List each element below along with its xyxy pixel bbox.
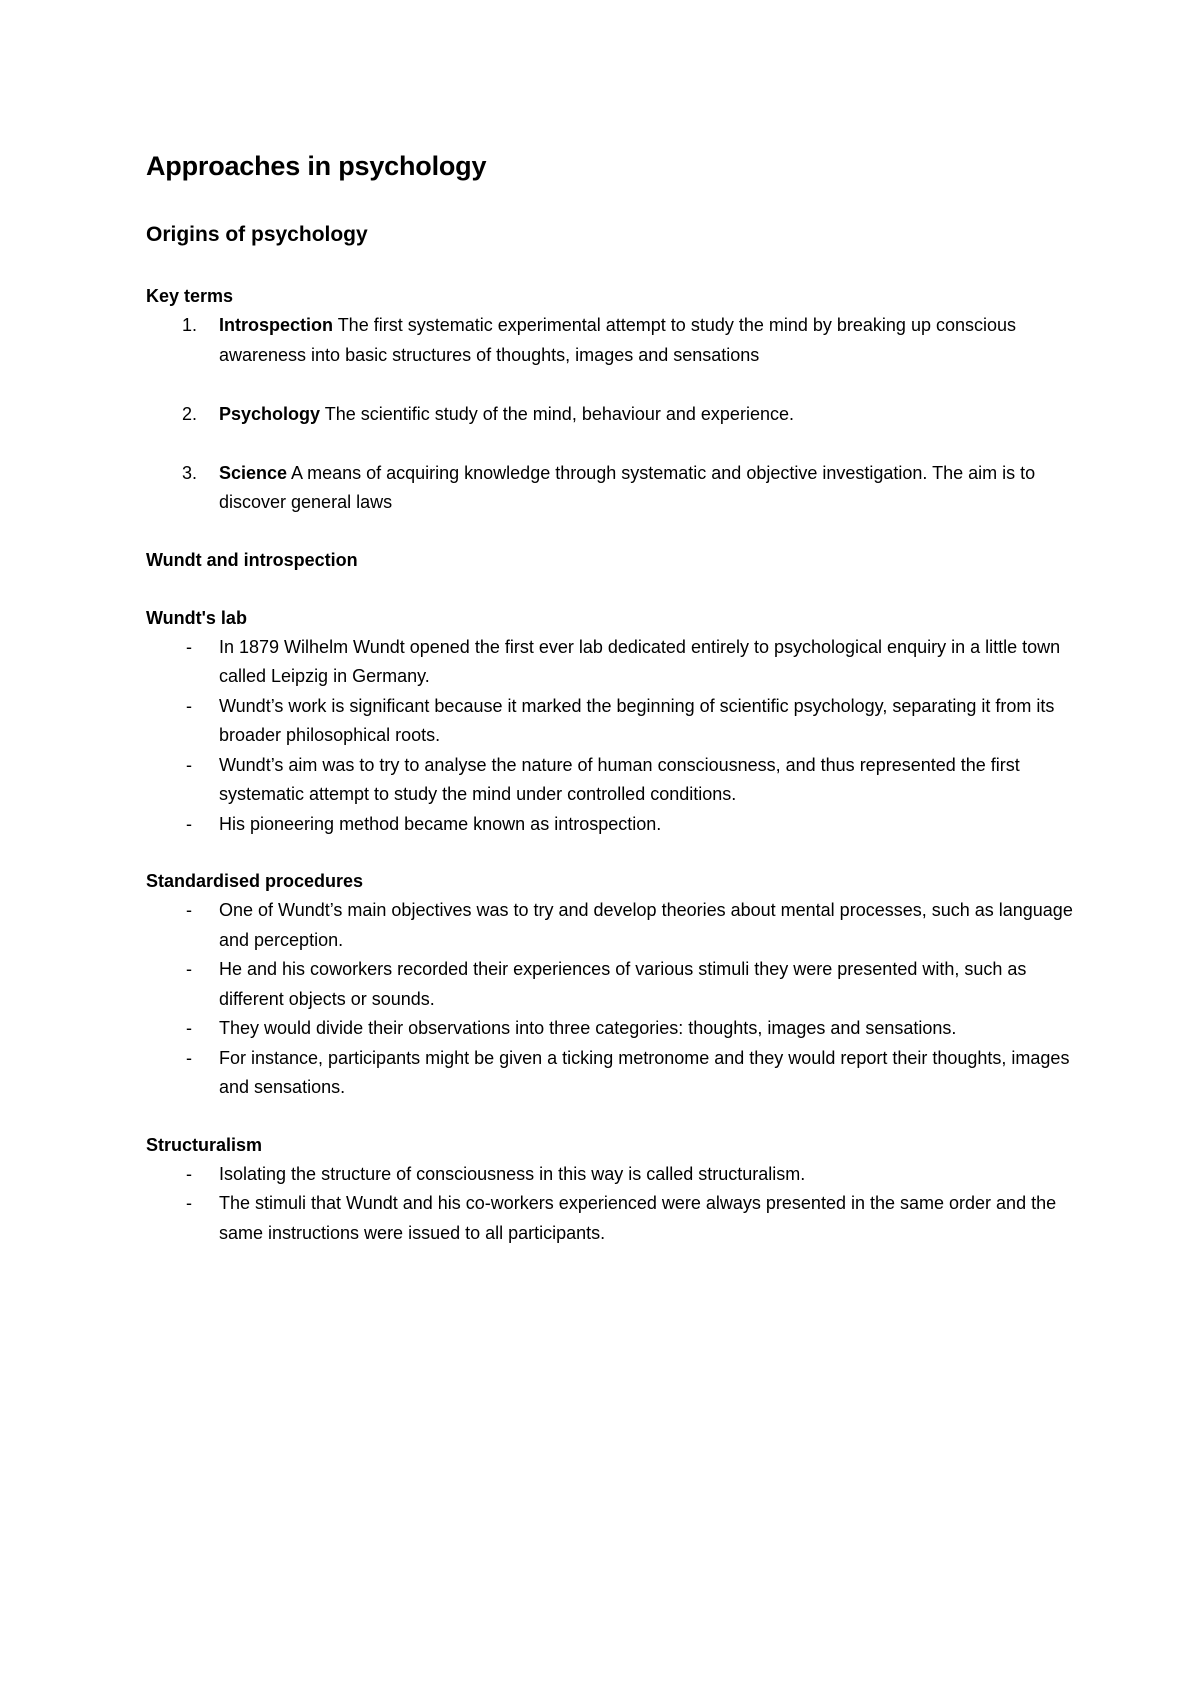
- dash-bullet: -: [186, 813, 192, 834]
- structuralism-list: [146, 1160, 1076, 1249]
- term-label: Science: [219, 462, 288, 483]
- document-body: [146, 148, 1076, 1248]
- list-item: [146, 692, 1076, 751]
- dash-bullet: -: [186, 900, 192, 920]
- wundt-introspection-heading: Wundt and introspection: [146, 549, 358, 570]
- list-item: [146, 751, 1076, 810]
- dash-bullet: -: [186, 636, 192, 657]
- key-terms-list: [146, 311, 1076, 518]
- list-item: [146, 896, 1076, 955]
- list-item: [146, 1189, 1076, 1248]
- key-terms-heading: Key terms: [146, 286, 234, 306]
- list-item: [146, 1044, 1076, 1103]
- standardised-procedures-heading: Standardised procedures: [146, 871, 364, 891]
- key-term-item: [146, 400, 1076, 430]
- list-number: 3.: [182, 462, 198, 483]
- term-definition: The first systematic experimental attempt to study the mind by breaking up conscious awareness into basic structures of thoughts, images and sensations: [219, 315, 1017, 365]
- bullet-text: In 1879 Wilhelm Wundt opened the first ever lab dedicated entirely to psychological enquiry in a little town called Leipzig in Germany.: [219, 636, 1061, 686]
- dash-bullet: -: [186, 695, 192, 716]
- dash-bullet: -: [186, 754, 192, 775]
- structuralism-heading: Structuralism: [146, 1134, 263, 1155]
- dash-bullet: -: [186, 1018, 192, 1038]
- wundts-lab-heading: Wundt's lab: [146, 607, 247, 628]
- dash-bullet: -: [186, 959, 192, 979]
- standardised-procedures-list: [146, 896, 1076, 1103]
- bullet-text: One of Wundt’s main objectives was to try and develop theories about mental processes, such as language and perception.: [219, 900, 1073, 950]
- list-item: [146, 1014, 1076, 1044]
- list-item: [146, 955, 1076, 1014]
- term-label: Psychology: [219, 403, 321, 424]
- bullet-text: The stimuli that Wundt and his co-workers experienced were always presented in the same order and the same instructions were issued to all participants.: [219, 1193, 1057, 1243]
- key-term-item: [146, 459, 1076, 518]
- bullet-text: Isolating the structure of consciousness in this way is called structuralism.: [219, 1163, 806, 1184]
- list-item: [146, 1160, 1076, 1190]
- list-item: [146, 633, 1076, 692]
- list-number: 1.: [182, 315, 198, 335]
- page-title: Approaches in psychology: [146, 151, 487, 181]
- bullet-text: They would divide their observations into three categories: thoughts, images and sensations.: [219, 1018, 957, 1038]
- term-definition: The scientific study of the mind, behaviour and experience.: [320, 403, 794, 424]
- bullet-text: He and his coworkers recorded their experiences of various stimuli they were presented with, such as different objects or sounds.: [219, 959, 1027, 1009]
- wundts-lab-list: [146, 633, 1076, 840]
- key-term-item: [146, 311, 1076, 370]
- list-number: 2.: [182, 403, 198, 424]
- bullet-text: For instance, participants might be given a ticking metronome and they would report their thoughts, images and sensations.: [219, 1047, 1070, 1097]
- bullet-text: Wundt’s work is significant because it marked the beginning of scientific psychology, separating it from its broader philosophical roots.: [219, 695, 1055, 745]
- dash-bullet: -: [186, 1193, 192, 1213]
- bullet-text: His pioneering method became known as introspection.: [219, 813, 662, 834]
- term-label: Introspection: [219, 315, 334, 335]
- term-definition: A means of acquiring knowledge through systematic and objective investigation. The aim is to discover general laws: [219, 462, 1036, 512]
- bullet-text: Wundt’s aim was to try to analyse the nature of human consciousness, and thus represented the first systematic attempt to study the mind under controlled conditions.: [219, 754, 1020, 804]
- dash-bullet: -: [186, 1047, 192, 1068]
- dash-bullet: -: [186, 1163, 192, 1184]
- section-title: Origins of psychology: [146, 223, 368, 246]
- list-item: [146, 810, 1076, 840]
